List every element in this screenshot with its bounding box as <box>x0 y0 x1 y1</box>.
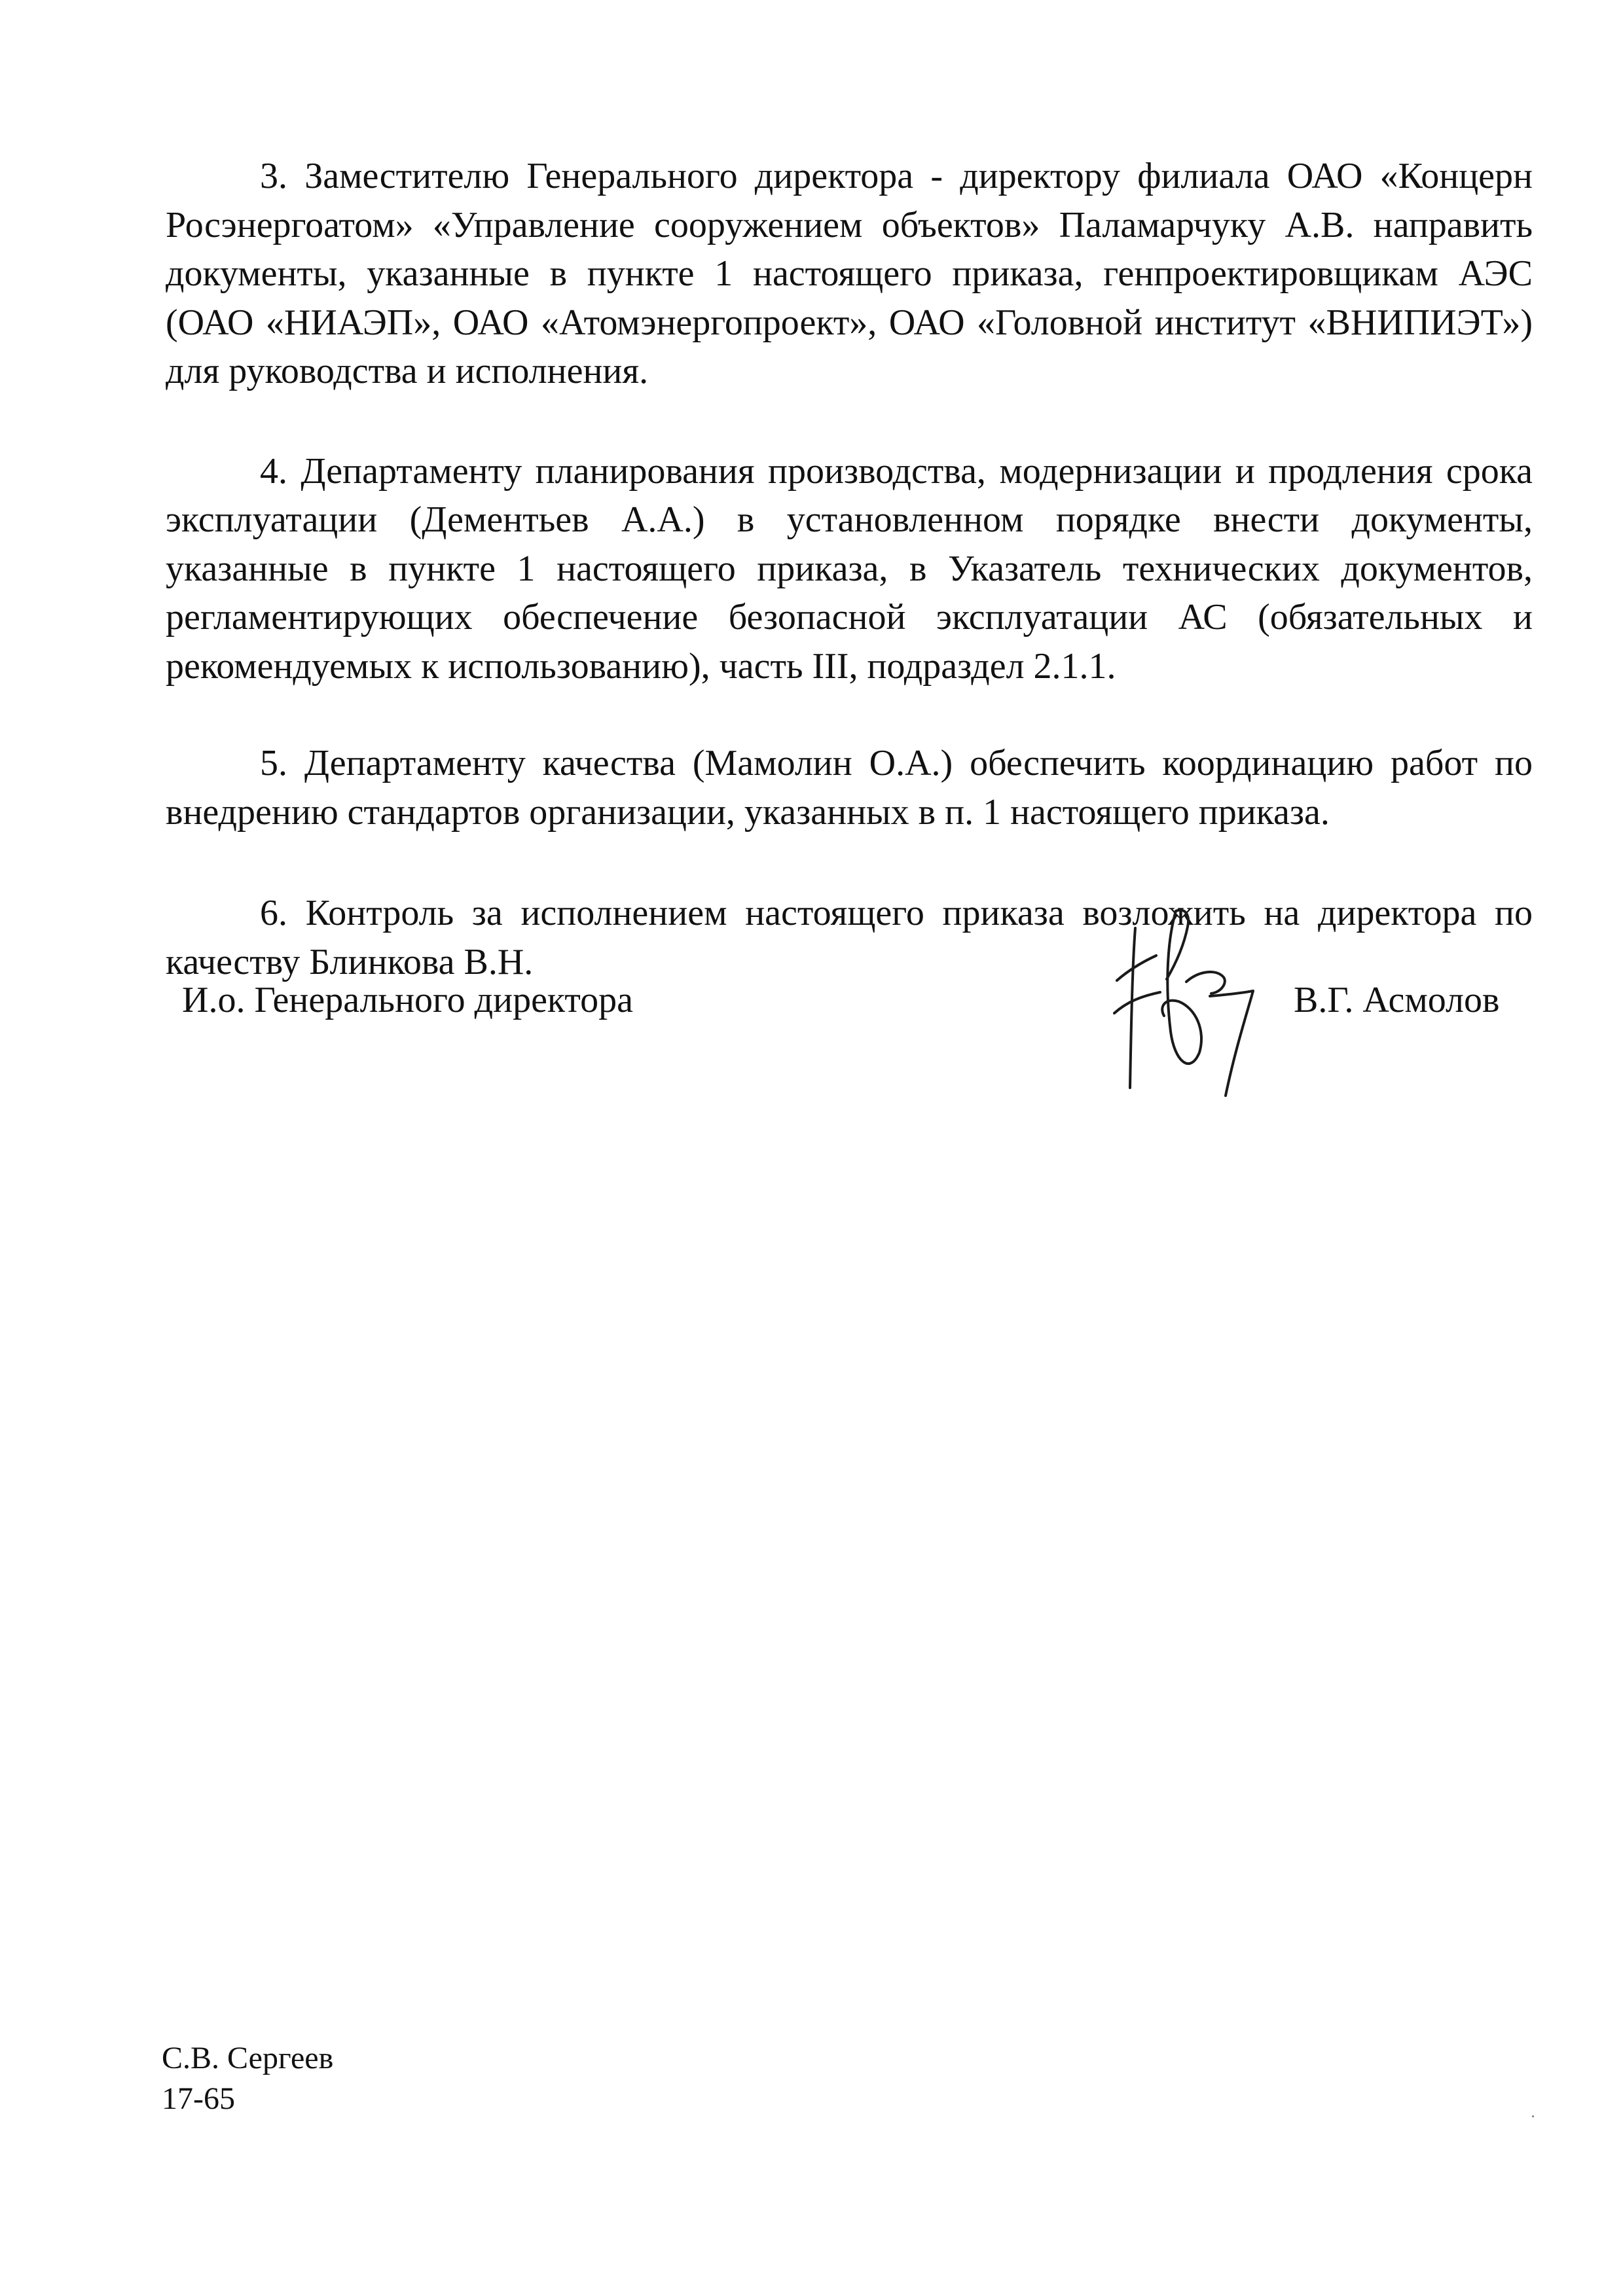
paragraph-6: 6. Контроль за исполнением настоящего приказа возложить на директора по качеству Блинкова В.Н. <box>166 893 1533 982</box>
signatory-name: В.Г. Асмолов <box>1294 980 1500 1020</box>
paragraph-5: 5. Департаменту качества (Мамолин О.А.) обеспечить координацию работ по внедрению стандартов организации, указанных в п. 1 настоящего приказа. <box>166 743 1533 833</box>
scan-speck <box>1532 2115 1534 2117</box>
paragraph-4: 4. Департаменту планирования производства, модернизации и продления срока эксплуатации (Дементьев А.А.) в установленном порядке внести документы, указанные в пункте 1 настоящего приказа, в Указатель технических документов, регламентирующих обеспечение безопасной эксплуатации АС (обязательных и рекомендуемых к использованию), часть III, подраздел 2.1.1. <box>166 450 1533 687</box>
executor-phone: 17-65 <box>162 2081 235 2116</box>
handwritten-signature <box>1113 903 1264 1100</box>
executor-block <box>162 2038 333 2119</box>
executor-name: С.В. Сергеев <box>162 2041 334 2075</box>
document-body <box>166 152 1533 986</box>
paragraph-3: 3. Заместителю Генерального директора - директору филиала ОАО «Концерн Росэнергоатом» «Управление сооружением объектов» Паламарчуку А.В. направить документы, указанные в пункте 1 настоящего приказа, генпроектировщикам АЭС (ОАО «НИАЭП», ОАО «Атомэнергопроект», ОАО «Головной институт «ВНИПИЭТ») для руководства и исполнения. <box>166 156 1533 391</box>
signatory-title: И.о. Генерального директора <box>182 980 633 1020</box>
